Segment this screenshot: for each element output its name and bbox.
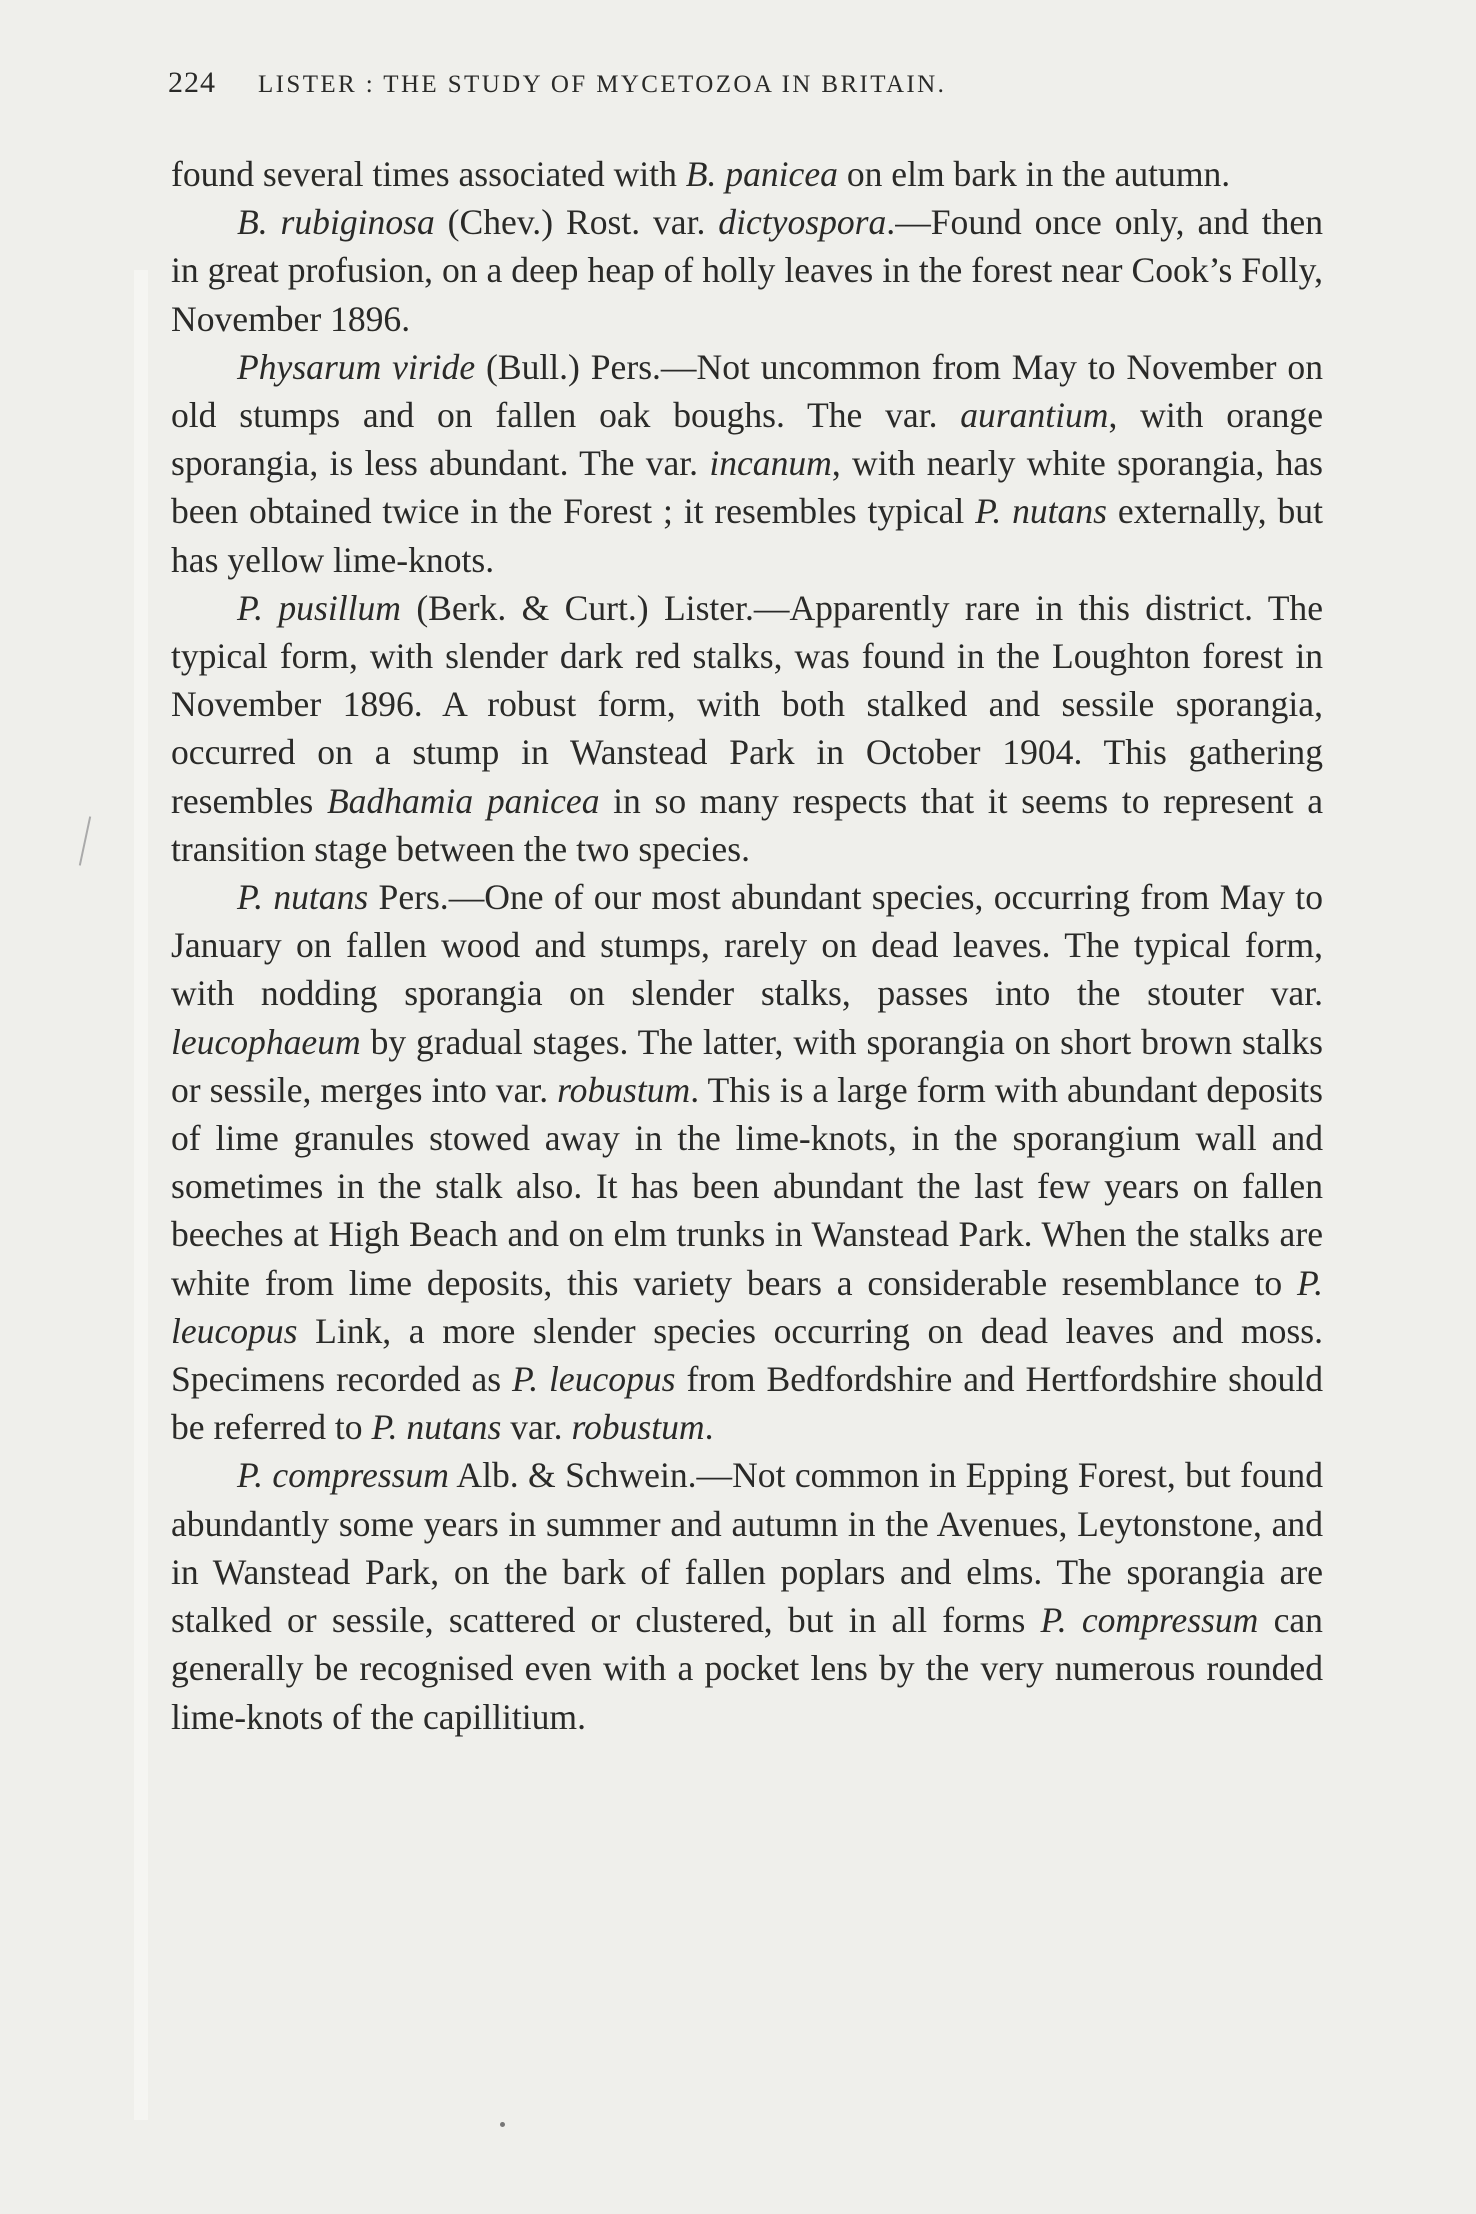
text-run: (Chev.) Rost. var. — [434, 202, 719, 243]
text-run: can generally be recognised even with a pocket lens by the very numerous rounded lime-knots of the capillitium. — [171, 1600, 1323, 1737]
text-run: on elm bark in the autumn. — [837, 154, 1231, 194]
text-run: (Berk. & Curt.) Lister.—Apparently rare in this district. The typical form, with slender dark red stalks, was found in the Loughton forest in November 1896. A robust form, with both stalked and sessile sporangia, occurred on a stump in Wanstead Park in October 1904. This gathering resembles — [171, 587, 1324, 821]
variety-name: robustum — [557, 1069, 691, 1110]
text-run: externally, but has yellow lime-knots. — [171, 491, 1323, 580]
paragraph-physarum-pusillum — [171, 584, 1323, 873]
ink-speck — [500, 2122, 505, 2127]
text-run: , with nearly white sporangia, has been obtained twice in the Forest ; it resembles typical — [171, 443, 1323, 532]
paragraph-physarum-viride — [171, 343, 1323, 584]
variety-name: dictyospora — [718, 202, 887, 243]
text-run: (Bull.) Pers.—Not uncommon from May to November on old stumps and on fallen oak boughs. The var. — [171, 346, 1323, 436]
variety-name: aurantium — [960, 395, 1109, 436]
variety-name: incanum — [709, 443, 832, 484]
page-number: 224 — [168, 66, 216, 99]
species-name: P. compressum — [237, 1455, 449, 1496]
species-name: P. leucopus — [512, 1359, 676, 1400]
species-name: B. rubiginosa — [237, 202, 435, 243]
text-run: , with orange sporangia, is less abundant. The var. — [171, 395, 1323, 484]
species-name: B. panicea — [685, 154, 838, 194]
variety-name: leucophaeum — [171, 1021, 361, 1062]
paragraph-physarum-compressum — [171, 1451, 1323, 1740]
body-text — [171, 150, 1323, 1741]
species-name: Badhamia panicea — [326, 780, 600, 821]
species-name: P. nutans — [371, 1407, 502, 1448]
text-run: found several times associated with — [171, 154, 686, 194]
margin-pencil-mark — [79, 816, 91, 865]
text-run: var. — [501, 1407, 572, 1448]
species-name: P. nutans — [237, 877, 369, 918]
text-run: in so many respects that it seems to represent a transition stage between the two species. — [171, 780, 1323, 869]
paragraph-badhamia-panicea-continued — [171, 150, 1323, 198]
paragraph-physarum-nutans — [171, 873, 1323, 1451]
text-run: . This is a large form with abundant deposits of lime granules stowed away in the lime-knots, in the sporangium wall and sometimes in the stalk also. It has been abundant the last few years on fallen beeches at High Beach and on elm trunks in Wanstead Park. When the stalks are white from lime deposits, this variety bears a considerable resemblance to — [171, 1069, 1323, 1303]
text-run: . — [704, 1407, 714, 1448]
page-edge-shading — [134, 270, 148, 2120]
species-name: Physarum viride — [237, 346, 476, 387]
text-run: Link, a more slender species occurring on dead leaves and moss. Specimens recorded as — [171, 1310, 1323, 1400]
text-run: Pers.—One of our most abundant species, occurring from May to January on fallen wood and stumps, rarely on dead leaves. The typical form, with nodding sporangia on slender stalks, passes into the stouter var. — [171, 877, 1323, 1014]
running-title: LISTER : THE STUDY OF MYCETOZOA IN BRITAIN. — [258, 71, 947, 98]
running-header — [168, 66, 1318, 100]
text-run: by gradual stages. The latter, with sporangia on short brown stalks or sessile, merges into var. — [171, 1021, 1323, 1110]
species-name: P. pusillum — [237, 587, 401, 628]
text-run: from Bedfordshire and Hertfordshire should be referred to — [171, 1359, 1324, 1448]
species-name: P. compressum — [1040, 1600, 1259, 1641]
text-run: Alb. & Schwein.—Not common in Epping Forest, but found abundantly some years in summer and autumn in the Avenues, Leytonstone, and in Wanstead Park, on the bark of fallen poplars and elms. The sporangia are stalked or sessile, scattered or clustered, but in all forms — [171, 1455, 1323, 1641]
species-name: P. nutans — [975, 491, 1107, 532]
text-run: .—Found once only, and then in great profusion, on a deep heap of holly leaves in the forest near Cook’s Folly, November 1896. — [171, 202, 1323, 339]
species-name: P. leucopus — [171, 1262, 1323, 1351]
variety-name: robustum — [571, 1407, 705, 1448]
paragraph-badhamia-rubiginosa — [171, 198, 1323, 343]
